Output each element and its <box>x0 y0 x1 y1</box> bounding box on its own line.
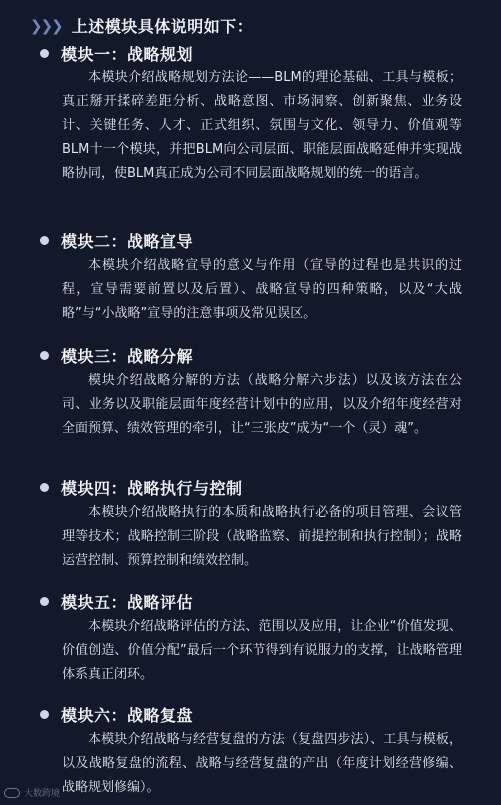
module-title: 模块三：战略分解 <box>61 347 194 366</box>
bullet-dot-icon <box>40 597 49 606</box>
bullet-dot-icon <box>40 236 49 245</box>
module-title: 模块一：战略规划 <box>61 45 194 64</box>
module-description: 本模块介绍战略与经营复盘的方法（复盘四步法）、工具与模板，以及战略复盘的流程、战略与经营复盘的产出（年度计划经营修编、战略规划修编）。 <box>62 732 462 795</box>
section-title: 上述模块具体说明如下： <box>71 17 254 36</box>
module-title: 模块五：战略评估 <box>61 593 194 612</box>
module-title-row <box>40 703 193 726</box>
module-title: 模块二：战略宣导 <box>61 232 194 251</box>
module-title-row <box>40 344 193 367</box>
module-title: 模块四：战略执行与控制 <box>61 479 243 498</box>
bullet-dot-icon <box>40 351 49 360</box>
watermark <box>4 786 60 799</box>
watermark-logo-icon <box>4 788 20 798</box>
watermark-text: 大数跨境 <box>24 789 61 799</box>
bullet-dot-icon <box>40 49 49 58</box>
module-description: 模块介绍战略分解的方法（战略分解六步法）以及该方法在公司、业务以及职能层面年度经营计划中的应用，以及介绍年度经营对全面预算、绩效管理的牵引，让“三张皮”成为“一个（灵）魂”。 <box>62 373 462 436</box>
module-title-row <box>40 42 193 65</box>
bullet-dot-icon <box>40 483 49 492</box>
bullet-dot-icon <box>40 710 49 719</box>
module-description: 本模块介绍战略执行的本质和战略执行必备的项目管理、会议管理等技术；战略控制三阶段（战略监察、前提控制和执行控制）；战略运营控制、预算控制和绩效控制。 <box>62 505 462 568</box>
module-description: 本模块介绍战略宣导的意义与作用（宣导的过程也是共识的过程，宣导需要前置以及后置）、战略宣导的四种策略，以及“大战略”与“小战略”宣导的注意事项及常见误区。 <box>62 258 462 321</box>
module-title-row <box>40 229 193 252</box>
module-title-row <box>40 590 193 613</box>
module-title-row <box>40 476 243 499</box>
module-description: 本模块介绍战略评估的方法、范围以及应用，让企业“价值发现、价值创造、价值分配”最后一个环节得到有说服力的支撑，让战略管理体系真正闭环。 <box>62 619 462 682</box>
section-header <box>30 14 253 37</box>
chevron-right-icon: ❯❯❯ <box>30 16 62 35</box>
module-description: 本模块介绍战略规划方法论——BLM的理论基础、工具与模板；真正掰开揉碎差距分析、战略意图、市场洞察、创新聚焦、业务设计、关键任务、人才、正式组织、氛围与文化、领导力、价值观等BLM十一个模块，并把BLM向公司层面、职能层面战略延伸并实现战略协同，使BLM真正成为公司不同层面战略规划的统一的语言。 <box>62 70 462 181</box>
module-title: 模块六：战略复盘 <box>61 706 194 725</box>
